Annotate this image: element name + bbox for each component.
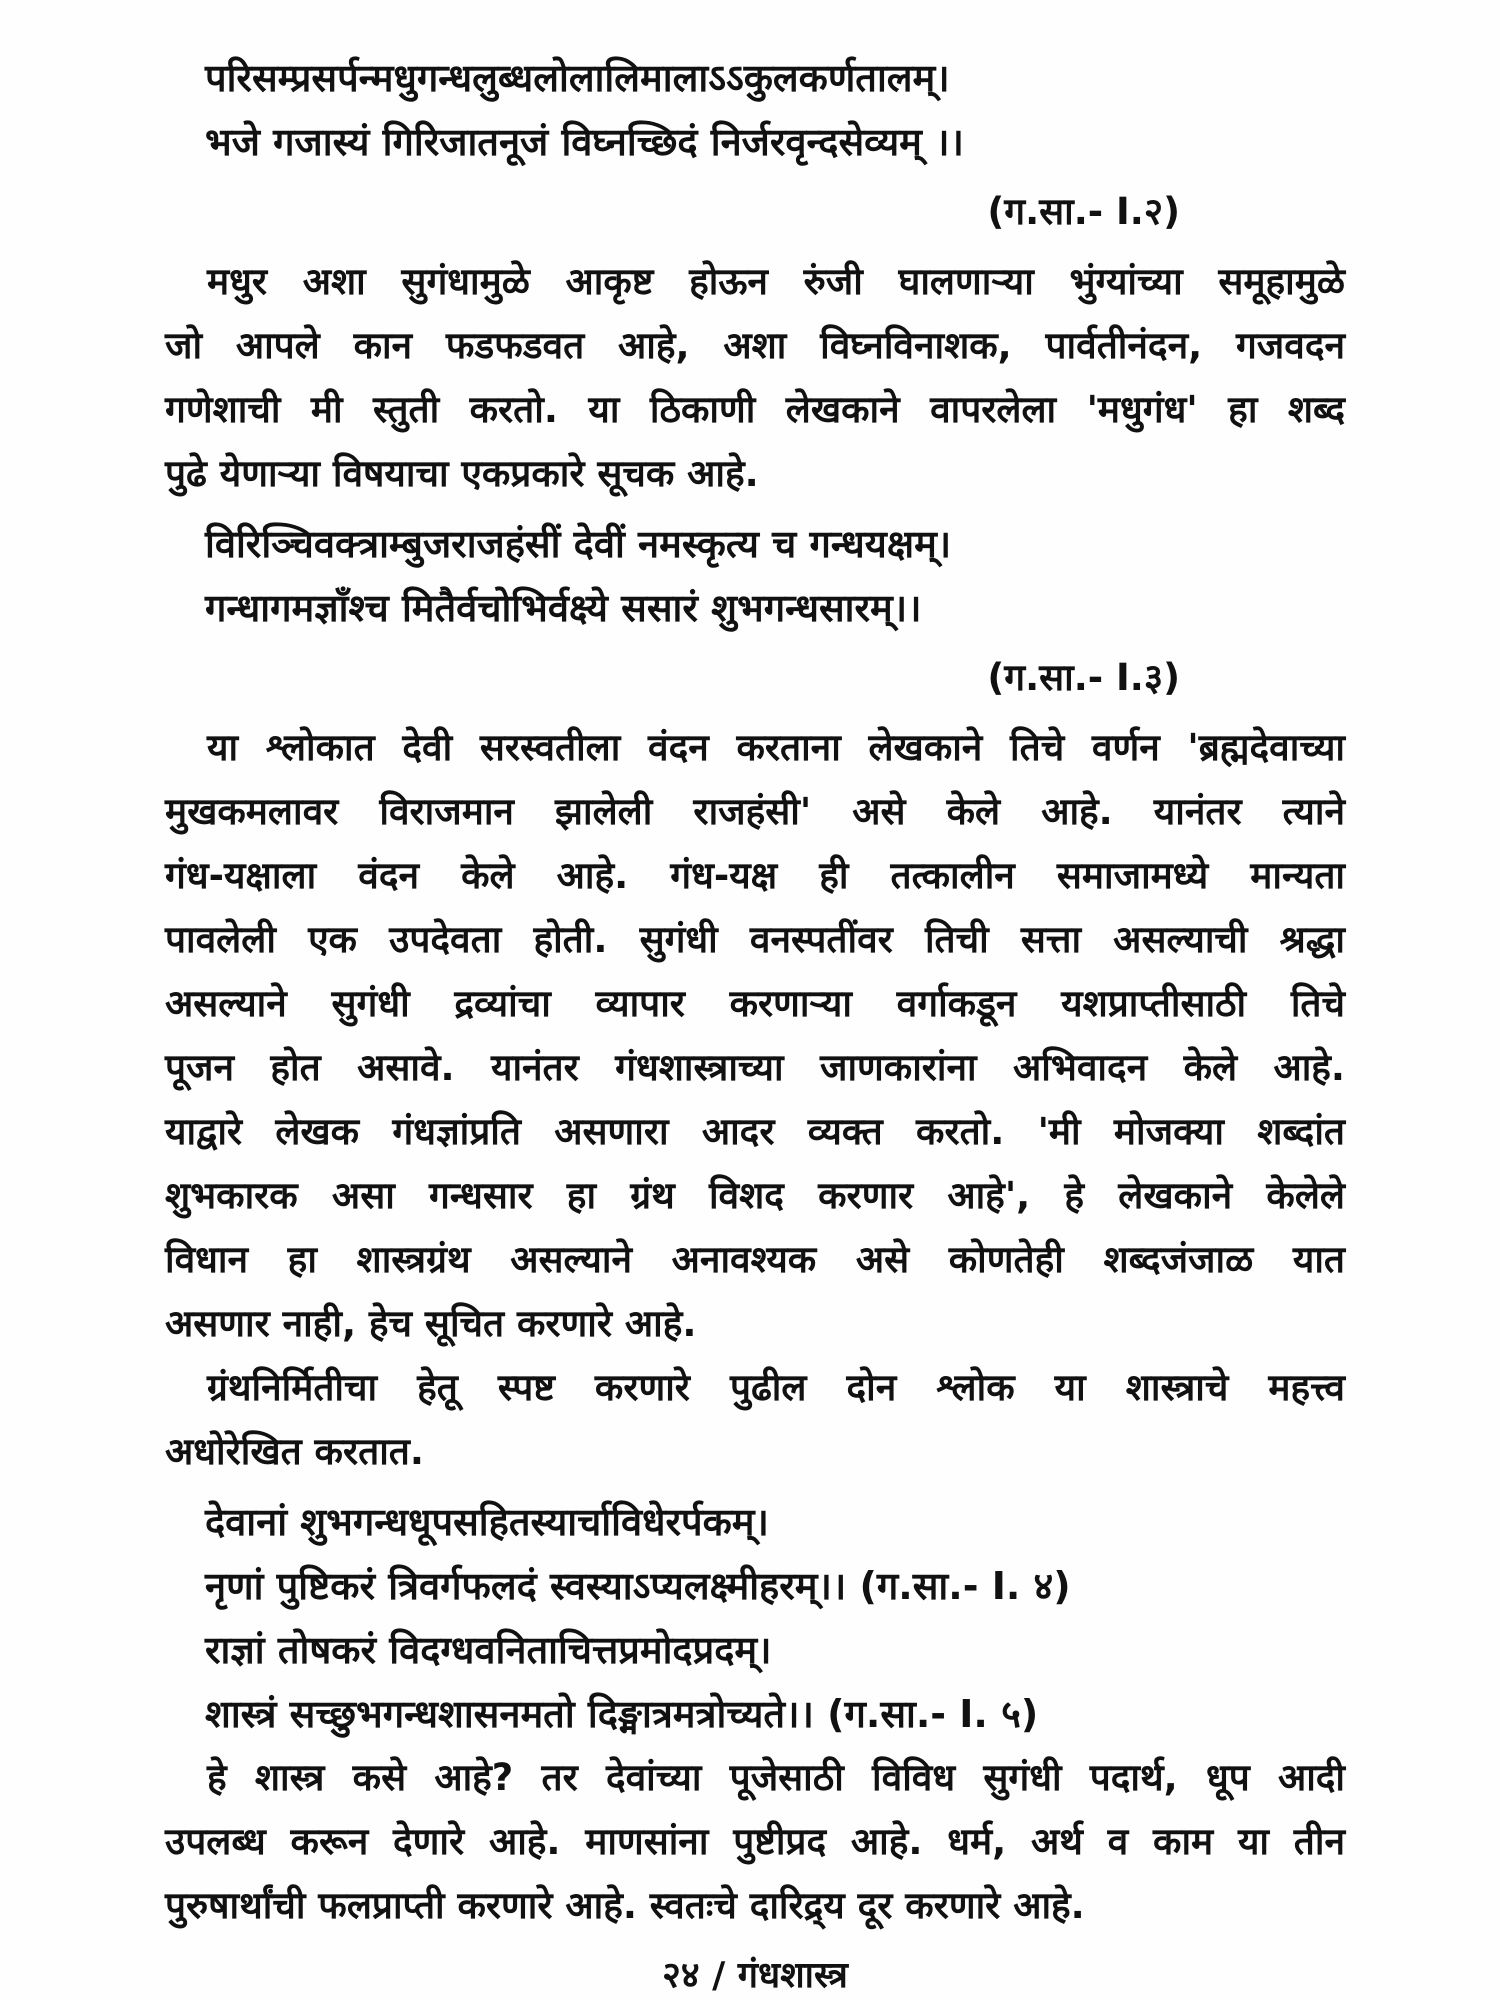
shloka-line: देवानां शुभगन्धधूपसहितस्यार्चाविधेरर्पकम्।	[205, 1500, 769, 1544]
shloka-verse-1	[165, 46, 1345, 174]
shloka-line: राज्ञां तोषकरं विदग्धवनिताचित्तप्रमोदप्रदम्।	[205, 1628, 772, 1672]
body-line: याद्वारे लेखक गंधज्ञांप्रति असणारा आदर व्यक्त करतो. 'मी मोजक्या शब्दांत	[165, 1110, 1345, 1153]
body-line: गणेशाची मी स्तुती करतो. या ठिकाणी लेखकाने वापरलेला 'मधुगंध' हा शब्द	[165, 388, 1345, 431]
body-line: गंध-यक्षाला वंदन केले आहे. गंध-यक्ष ही तत्कालीन समाजामध्ये मान्यता	[165, 854, 1345, 897]
paragraph-1	[165, 250, 1345, 506]
body-line: विधान हा शास्त्रग्रंथ असल्याने अनावश्यक असे कोणतेही शब्दजंजाळ यात	[165, 1238, 1345, 1281]
paragraph-3	[165, 1356, 1345, 1484]
body-line: मधुर अशा सुगंधामुळे आकृष्ट होऊन रुंजी घालणाऱ्या भुंग्यांच्या समूहामुळे	[207, 260, 1345, 303]
shloka-line: नृणां पुष्टिकरं त्रिवर्गफलदं स्वस्याऽप्यलक्ष्मीहरम्।। (ग.सा.- I. ४)	[205, 1564, 1071, 1608]
body-line: अधोरेखित करतात.	[165, 1430, 424, 1473]
body-line: पुरुषार्थांची फलप्राप्ती करणारे आहे. स्वतःचे दारिद्र्य दूर करणारे आहे.	[165, 1884, 1085, 1927]
shloka-line: भजे गजास्यं गिरिजातनूजं विघ्नच्छिदं निर्जरवृन्दसेव्यम् ।।	[205, 120, 964, 164]
paragraph-2	[165, 716, 1345, 1356]
shloka-line: शास्त्रं सच्छुभगन्धशासनमतो दिङ्मात्रमत्रोच्यते।। (ग.सा.- I. ५)	[205, 1692, 1039, 1736]
shloka-verses-4-5	[165, 1490, 1345, 1746]
shloka-line: परिसम्प्रसर्पन्मधुगन्धलुब्धलोलालिमालाऽऽकुलकर्णतालम्।	[205, 56, 950, 100]
page-footer: २४ / गंधशास्त्र	[662, 1955, 848, 1996]
verse-citation-2: (ग.सा.- I.३)	[987, 656, 1180, 699]
body-line: या श्लोकात देवी सरस्वतीला वंदन करताना लेखकाने तिचे वर्णन 'ब्रह्मदेवाच्या	[207, 726, 1345, 769]
body-line: हे शास्त्र कसे आहे? तर देवांच्या पूजेसाठी विविध सुगंधी पदार्थ, धूप आदी	[207, 1756, 1345, 1799]
shloka-verse-2	[165, 512, 1345, 640]
verse-citation-1: (ग.सा.- I.२)	[987, 190, 1180, 233]
body-line: शुभकारक असा गन्धसार हा ग्रंथ विशद करणार आहे', हे लेखकाने केलेले	[165, 1174, 1345, 1217]
shloka-line: विरिञ्चिवक्त्राम्बुजराजहंसीं देवीं नमस्कृत्य च गन्धयक्षम्।	[205, 522, 952, 566]
body-line: जो आपले कान फडफडवत आहे, अशा विघ्नविनाशक, पार्वतीनंदन, गजवदन	[165, 324, 1345, 367]
body-line: ग्रंथनिर्मितीचा हेतू स्पष्ट करणारे पुढील दोन श्लोक या शास्त्राचे महत्त्व	[207, 1366, 1345, 1409]
body-line: पावलेली एक उपदेवता होती. सुगंधी वनस्पतींवर तिची सत्ता असल्याची श्रद्धा	[165, 918, 1345, 961]
body-line: मुखकमलावर विराजमान झालेली राजहंसी' असे केले आहे. यानंतर त्याने	[165, 790, 1345, 833]
body-line: उपलब्ध करून देणारे आहे. माणसांना पुष्टीप्रद आहे. धर्म, अर्थ व काम या तीन	[165, 1820, 1345, 1863]
body-line: पुढे येणाऱ्या विषयाचा एकप्रकारे सूचक आहे.	[165, 452, 759, 495]
body-line: पूजन होत असावे. यानंतर गंधशास्त्राच्या जाणकारांना अभिवादन केले आहे.	[165, 1046, 1345, 1089]
shloka-line: गन्धागमज्ञाँश्च मितैर्वचोभिर्वक्ष्ये ससारं शुभगन्धसारम्।।	[205, 586, 922, 630]
paragraph-4	[165, 1746, 1345, 1938]
body-line: असणार नाही, हेच सूचित करणारे आहे.	[165, 1302, 697, 1345]
body-line: असल्याने सुगंधी द्रव्यांचा व्यापार करणाऱ्या वर्गाकडून यशप्राप्तीसाठी तिचे	[165, 982, 1345, 1025]
